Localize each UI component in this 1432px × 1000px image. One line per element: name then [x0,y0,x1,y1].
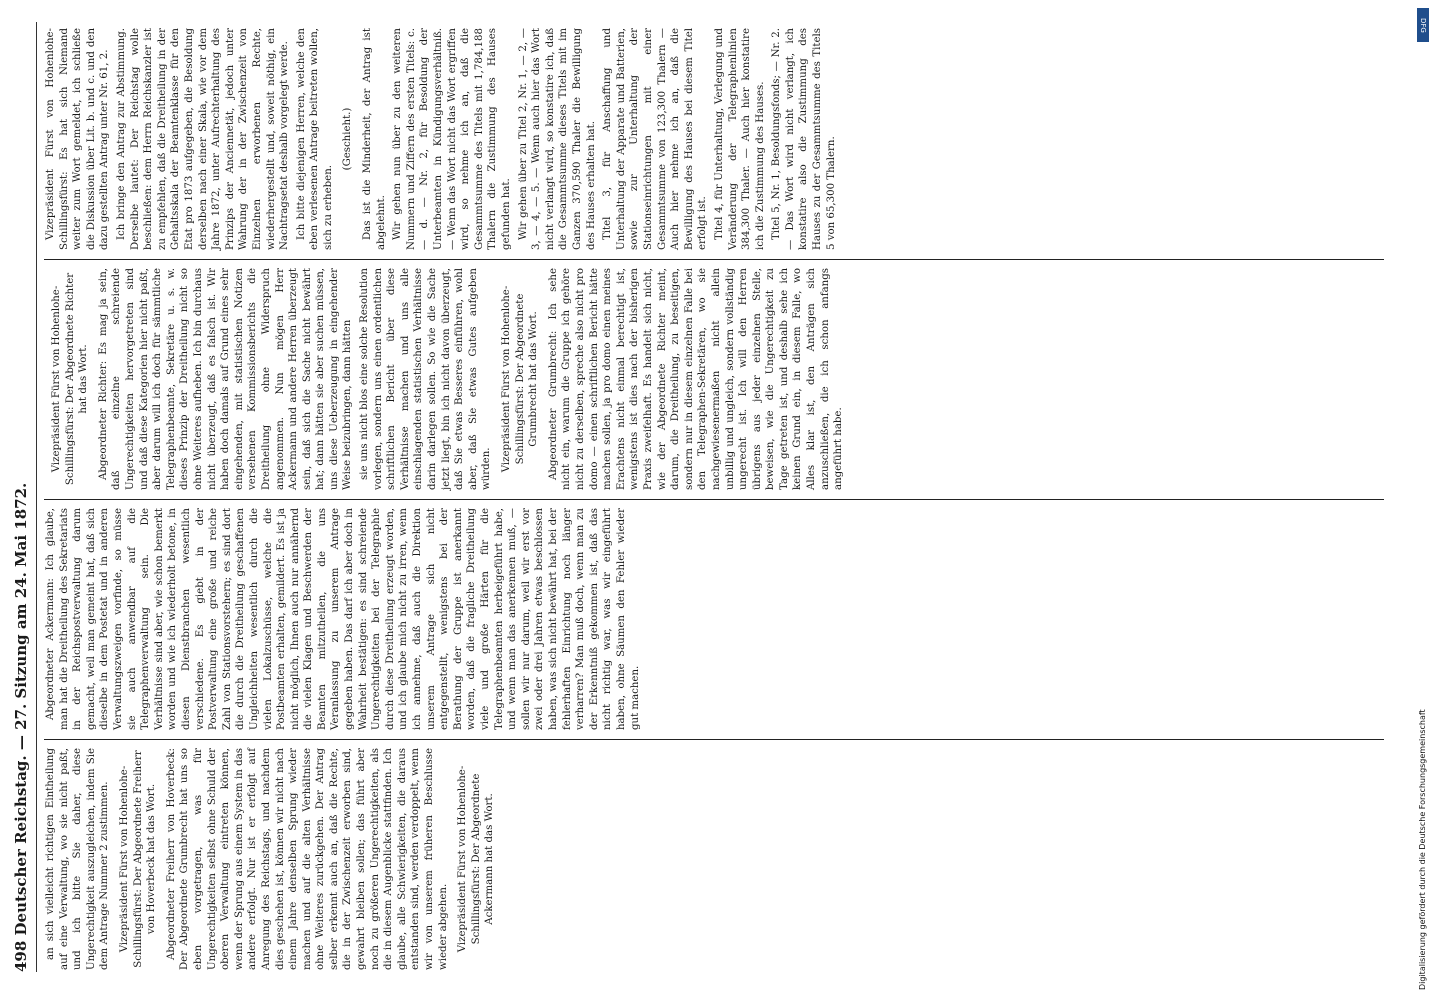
text-column-3 [44,268,849,490]
column-divider [44,499,1384,500]
paragraph: Ich bringe den Antrag zur Abstimmung. Derselbe lautet: Der Reichstag wolle beschließen: dem Herrn Reichskanzler ist zu empfehlen, daß die Dreitheilung in der Gehaltsskala der Beamtenklasse für den Etat pro 1873 aufgegeben, die Besoldung derselben nach einer Skala, wie vor dem Jahre 1872, unter Aufrechterhaltung des Prinzips der Anciennetät, jedoch unter Wahrung der in der Zwischenzeit von Einzelnen erworbenen Rechte, wiederhergestellt und, soweit nöthig, ein Nachtragsetat deshalb vorgelegt werde. [115,28,291,250]
paragraph: Titel 5, Nr. 1, Besoldungsfonds; — Nr. 2. — Das Wort wird nicht verlangt, ich konstatire also die Zustimmung des Hauses zu der Gesammtsumme des Titels 5 von 65,300 Thalern. [771,28,837,250]
header-text: 498 Deutscher Reichstag. — 27. Sitzung am 24. Mai 1872. [12,482,30,972]
paragraph: Abgeordneter Richter: Es mag ja sein, daß einzelne schreiende Ungerechtigkeiten hervorgetreten sind und daß diese Kategorien hier nicht paßt, aber darum will ich doch für sämmtliche Telegraphenbeamte, Sekretäre u. s. w. dieses Prinzip der Dreitheilung nicht so ohne Weiteres aufheben. Ich bin durchaus nicht überzeugt, daß es falsch ist. Wir haben doch damals auf Grund eines sehr eingehenden, mit statistischen Notizen versehenen Kommissionsberichts die Dreitheilung ohne Widerspruch angenommen. Nun mögen Herr Ackermann und andere Herren überzeugt sein, daß sich die Sache nicht bewährt hat; dann hätten sie aber suchen müssen, uns diese Ueberzeugung in eingehender Weise beizubringen, dann hätten [97,268,354,490]
dfg-logo: DFG [1417,8,1429,42]
paragraph: Wir gehen nun über zu den weiteren Nummern und Ziffern des ersten Titels: c. — d. — Nr. 2, für Besoldung der Unterbeamten in Kündigungsverhältniß. — Wenn das Wort nicht das Wort ergriffen wird, so nehme ich an, daß die Gesammtsumme des Titels mit 1,784,188 Thalern die Zustimmung des Hauses gefunden hat. [392,28,512,250]
running-header [10,22,37,972]
stage-direction: (Geschieht.) [342,107,354,171]
paragraph: Titel 4, für Unterhaltung, Verlegung und Veränderung der Telegraphenlinien 384,300 Thaler. — Auch hier konstatire ich die Zustimmung des Hauses. [713,28,766,250]
paragraph: Abgeordneter Freiherr von Hoverbeck: Der Abgeordnete Grumbrecht hat uns so eben vorgetragen, was für Ungerechtigkeiten selbst ohne Schuld der oberen Verwaltung eintreten können, wenn der Sprung aus einem System in das andere erfolgt. Nur ist er erfolgt auf Anregung des Reichstags, und nachdem dies geschehen ist, können wir nicht nach einem Jahre denselben Sprung wieder machen und auf die alten Verhältnisse ohne Weiteres zurückgehen. Der Antrag selber erkennt auch an, daß die Rechte, die in der Zwischenzeit erworben sind, gewahrt bleiben sollen; das führt aber noch zu größeren Ungerechtigkeiten, als die in diesem Augenblicke stattfinden. Ich glaube, alle Schwierigkeiten, die daraus entstanden sind, werden verdoppelt, wenn wir von unserem früheren Beschlusse wieder abgehen. [165,748,449,970]
paragraph: Das ist die Minderheit, der Antrag ist abgelehnt. [362,28,387,250]
paragraph: Titel 3, für Anschaffung und Unterhaltung der Apparate und Batterien, sowie zur Unterhaltung der Stationseinrichtungen mit einer Gesammtsumme von 123,300 Thalern — Auch hier nehme ich an, daß die Bewilligung des Hauses bei diesem Titel erfolgt ist. [602,28,709,250]
paragraph: Abgeordneter Ackermann: Ich glaube, man hat die Dreitheilung des Sekretariats in der Reichspostverwaltung darum gemacht, weil man gemeint hat, daß sich dieselbe in dem Postetat und in anderen Verwaltungszweigen vorfinde, so müsse sie auch anwendbar auf die Telegraphenverwaltung sein. Die Verhältnisse sind aber, wie schon bemerkt worden und wie ich wiederholt betone, in diesen Dienstbranchen wesentlich verschiedene. Es giebt in der Postverwaltung eine große und reiche Zahl von Stationsvorstehern; es sind dort die durch die Dreitheilung geschaffenen Ungleichheiten wesentlich durch die vielen Lokalzuschüsse, welche die Postbeamten erhalten, gemildert. Es ist ja nicht möglich, Ihnen auch nur annähernd die vielen Klagen und Beschwerden der Beamten mitzutheilen, die uns Veranlassung zu unserem Antrage gegeben haben. Das darf ich aber doch in Wahrheit bestätigen: es sind schreiende Ungerechtigkeiten bei der Telegraphie durch diese Dreitheilung erzeugt worden, und ich glaube mich nicht zu irren, wenn ich annehme, daß auch die Direktion unserem Antrage sich nicht entgegenstellt, wenigstens bei der Berathung der Gruppe ist anerkannt worden, daß die fragliche Dreitheilung viele und große Härten für die Telegraphenbeamten herbeigeführt habe, und wenn man das anerkennen muß, — sollen wir nur darum, weil wir erst vor zwei oder drei Jahren etwas beschlossen haben, was sich nicht bewährt hat, bei der fehlerhaften Einrichtung noch länger verharren? Man muß doch, wenn man zu der Erkenntniß gekommen ist, daß das nicht richtig war, was wir eingeführt haben, ohne Säumen den Fehler wieder gut machen. [45,508,641,730]
column-divider [44,259,1384,260]
text-column-2 [44,508,645,730]
text-column-4 [44,28,841,250]
speaker-intro: Vizepräsident Fürst von Hohenlohe-Schillingsfürst: Der Abgeordnete Ackermann hat das Wort. [457,765,496,953]
paragraph: Wir gehen über zu Titel 2, Nr. 1, — 2, — 3, — 4, — 5. — Wenn auch hier das Wort nicht verlangt wird, so konstatire ich, daß die Gesammtsumme dieses Titels mit im Ganzen 370,590 Thaler die Bewilligung des Hauses erhalten hat. [517,28,597,250]
speaker-intro: Vizepräsident Fürst von Hohenlohe-Schillingsfürst: Der Abgeordnete Freiherr von Hoverbeck hat das Wort. [118,750,158,968]
paragraph: Vizepräsident Fürst von Hohenlohe-Schillingsfürst: Es hat sich Niemand weiter zum Wort gemeldet, ich schließe die Diskussion über Lit. b. und c. und den dazu gestellten Antrag unter Nr. 61, 2. [45,28,111,250]
paragraph: Ich bitte diejenigen Herren, welche den eben verlesenen Antrage beitreten wollen, sich zu erheben. [295,28,334,250]
paragraph: sie uns nicht blos eine solche Resolution vorlegen, sondern uns einen ordentlichen schriftlichen Bericht über diese Verhältnisse machen und uns alle einschlagenden statistischen Verhältnisse darin darlegen sollen. So wie die Sache jetzt liegt, bin ich nicht davon überzeugt, daß Sie etwas Besseres einführen, wohl aber, daß Sie etwas Gutes aufgeben würden. [359,268,493,490]
text-column-1 [44,748,503,970]
speaker-intro: Vizepräsident Fürst von Hohenlohe-Schillingsfürst: Der Abgeordnete Grumbrecht hat das Wort. [501,285,540,473]
paragraph: an sich vielleicht richtigen Eintheilung auf eine Verwaltung, wo sie nicht paßt, und ich bitte Sie daher, diese Ungerechtigkeit auszugleichen, indem Sie dem Antrage Nummer 2 zustimmen. [45,748,111,970]
speaker-intro: Vizepräsident Fürst von Hohenlohe-Schillingsfürst: Der Abgeordnete Richter hat das Wort. [51,272,90,486]
paragraph: Abgeordneter Grumbrecht: Ich sehe nicht ein, warum die Gruppe ich gehöre nicht zu derselben, spreche also nicht pro domo — einen schriftlichen Bericht hätte machen sollen, ja pro domo einen meines Erachtens nicht einmal berechtigt ist, wenigstens ist dies nach der bisherigen Praxis zweifelhaft. Es handelt sich nicht, wie der Abgeordnete Richter meint, darum, die Dreitheilung, zu beseitigen, sondern nur in diesem einzelnen Falle bei den Telegraphen-Sekretären, wo sie nachgewiesenermaßen nicht allein unbillig und ungleich, sondern vollständig ungerecht ist. Ich will den Herren übrigens aus jeder einzelnen Stelle, beweisen, wie die Ungerechtigkeit zu Tage getreten ist, und deshalb sehe ich keinen Grund ein, in diesem Falle, wo Alles klar ist, den Anträgen sich anzuschließen, die ich schon anfangs angeführt habe. [547,268,845,490]
column-divider [44,739,1384,740]
digitization-note: Digitalisierung gefördert durch die Deutsche Forschungsgemeinschaft [1418,709,1427,990]
